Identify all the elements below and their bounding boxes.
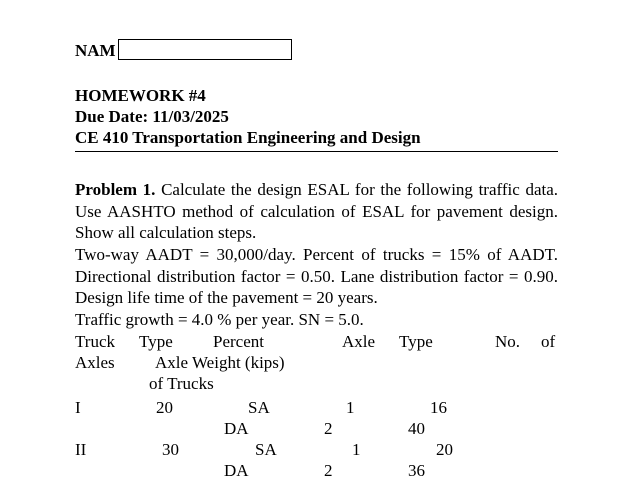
problem-paragraph-1: [75, 179, 558, 244]
name-label: NAM: [75, 41, 116, 60]
table-cell-axle-type: SA: [255, 440, 277, 459]
table-cell-weight: 36: [408, 461, 425, 480]
table-cell-no-axles: 1: [346, 398, 355, 417]
problem-paragraph-2: Two-way AADT = 30,000/day. Percent of trucks = 15% of AADT. Directional distribution factor = 0.50. Lane distribution factor = 0.90. Design life time of the pavement = 20 years.: [75, 245, 558, 307]
course-title: CE 410 Transportation Engineering and Design: [75, 128, 421, 147]
table-header-of: of: [541, 332, 556, 351]
homework-title: HOMEWORK #4: [75, 86, 206, 105]
table-header-of-trucks: of Trucks: [149, 374, 214, 393]
table-header-truck: Truck: [75, 332, 115, 351]
table-cell-weight: 16: [430, 398, 447, 417]
table-cell-weight: 20: [436, 440, 453, 459]
problem-paragraph-3: Traffic growth = 4.0 % per year. SN = 5.0.: [75, 310, 364, 329]
table-header-type2: Type: [399, 332, 433, 351]
table-cell-axle-type: SA: [248, 398, 270, 417]
table-cell-percent: 20: [156, 398, 173, 417]
table-header-percent: Percent: [213, 332, 264, 351]
table-header-axles: Axles: [75, 353, 115, 372]
table-cell-no-axles: 1: [352, 440, 361, 459]
table-cell-truck-type: I: [75, 398, 81, 417]
table-header-no: No.: [495, 332, 521, 351]
table-header-axle-weight: Axle Weight (kips): [155, 353, 285, 372]
table-header-axle: Axle: [342, 332, 376, 351]
problem-text-1: Calculate the design ESAL for the following traffic data. Use AASHTO method of calculation of ESAL for pavement design. Show all calculation steps.: [75, 180, 559, 242]
problem-title: Problem 1.: [75, 180, 156, 199]
table-cell-axle-type: DA: [224, 461, 249, 480]
name-input-box[interactable]: [118, 39, 292, 60]
header-divider: [75, 151, 558, 152]
table-cell-axle-type: DA: [224, 419, 249, 438]
table-cell-no-axles: 2: [324, 419, 333, 438]
table-header-type: Type: [139, 332, 173, 351]
due-date: Due Date: 11/03/2025: [75, 107, 229, 126]
table-cell-percent: 30: [162, 440, 179, 459]
table-cell-truck-type: II: [75, 440, 87, 459]
table-cell-weight: 40: [408, 419, 425, 438]
table-cell-no-axles: 2: [324, 461, 333, 480]
